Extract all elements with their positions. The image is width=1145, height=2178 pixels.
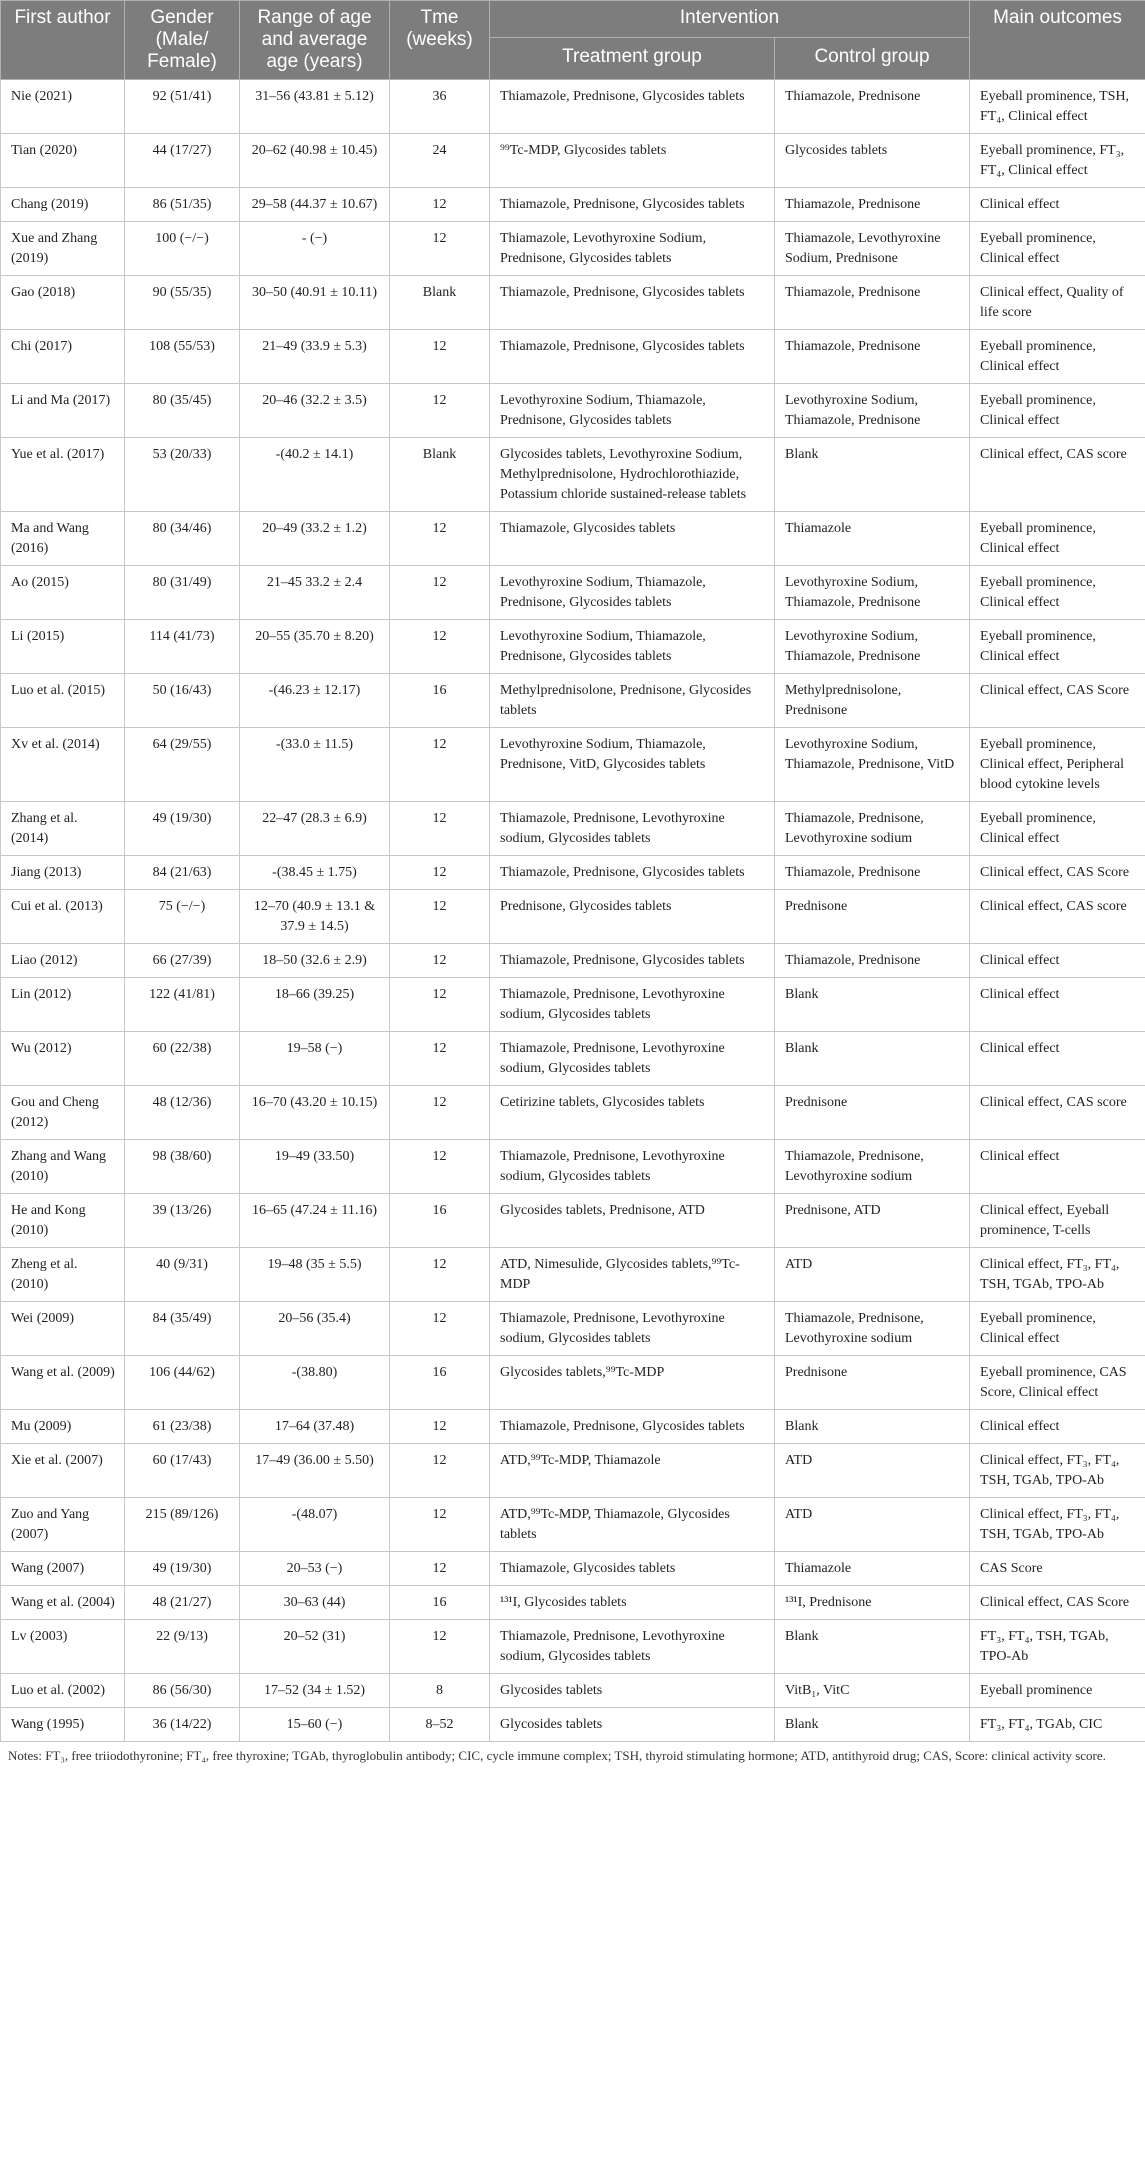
cell-treatment-group: Glycosides tablets bbox=[490, 1674, 775, 1708]
cell-first-author: Gao (2018) bbox=[1, 276, 125, 330]
cell-treatment-group: ⁹⁹Tc-MDP, Glycosides tablets bbox=[490, 134, 775, 188]
cell-first-author: Mu (2009) bbox=[1, 1410, 125, 1444]
cell-age: 22–47 (28.3 ± 6.9) bbox=[240, 802, 390, 856]
cell-first-author: Cui et al. (2013) bbox=[1, 890, 125, 944]
cell-treatment-group: ¹³¹I, Glycosides tablets bbox=[490, 1586, 775, 1620]
cell-gender: 80 (31/49) bbox=[125, 566, 240, 620]
cell-main-outcomes: Eyeball prominence, CAS Score, Clinical effect bbox=[970, 1356, 1145, 1410]
table-row bbox=[1, 1086, 1145, 1140]
cell-age: 16–70 (43.20 ± 10.15) bbox=[240, 1086, 390, 1140]
cell-age: 20–53 (−) bbox=[240, 1552, 390, 1586]
cell-main-outcomes: Eyeball prominence, Clinical effect, Peripheral blood cytokine levels bbox=[970, 728, 1145, 802]
cell-control-group: Thiamazole, Prednisone, Levothyroxine sodium bbox=[775, 802, 970, 856]
cell-control-group: Methylprednisolone, Prednisone bbox=[775, 674, 970, 728]
cell-first-author: Zhang and Wang (2010) bbox=[1, 1140, 125, 1194]
cell-first-author: Lin (2012) bbox=[1, 978, 125, 1032]
cell-first-author: Wang et al. (2009) bbox=[1, 1356, 125, 1410]
cell-first-author: Liao (2012) bbox=[1, 944, 125, 978]
cell-age: 21–45 33.2 ± 2.4 bbox=[240, 566, 390, 620]
cell-gender: 60 (17/43) bbox=[125, 1444, 240, 1498]
table-row bbox=[1, 1356, 1145, 1410]
cell-first-author: Ma and Wang (2016) bbox=[1, 512, 125, 566]
cell-gender: 108 (55/53) bbox=[125, 330, 240, 384]
cell-gender: 50 (16/43) bbox=[125, 674, 240, 728]
cell-control-group: Blank bbox=[775, 1032, 970, 1086]
cell-time: 8 bbox=[390, 1674, 490, 1708]
header-gender: Gender (Male/ Female) bbox=[125, 1, 240, 80]
table-row bbox=[1, 1552, 1145, 1586]
cell-first-author: He and Kong (2010) bbox=[1, 1194, 125, 1248]
cell-first-author: Wu (2012) bbox=[1, 1032, 125, 1086]
cell-gender: 84 (21/63) bbox=[125, 856, 240, 890]
cell-first-author: Chi (2017) bbox=[1, 330, 125, 384]
cell-gender: 86 (56/30) bbox=[125, 1674, 240, 1708]
table-row bbox=[1, 276, 1145, 330]
cell-gender: 66 (27/39) bbox=[125, 944, 240, 978]
cell-control-group: ATD bbox=[775, 1248, 970, 1302]
cell-gender: 92 (51/41) bbox=[125, 80, 240, 134]
table-row bbox=[1, 856, 1145, 890]
cell-time: 12 bbox=[390, 384, 490, 438]
cell-time: 12 bbox=[390, 222, 490, 276]
cell-gender: 114 (41/73) bbox=[125, 620, 240, 674]
cell-treatment-group: Thiamazole, Prednisone, Levothyroxine sodium, Glycosides tablets bbox=[490, 802, 775, 856]
table-row bbox=[1, 384, 1145, 438]
cell-treatment-group: ATD, Nimesulide, Glycosides tablets,⁹⁹Tc-MDP bbox=[490, 1248, 775, 1302]
cell-treatment-group: Thiamazole, Prednisone, Levothyroxine sodium, Glycosides tablets bbox=[490, 1302, 775, 1356]
cell-treatment-group: Levothyroxine Sodium, Thiamazole, Prednisone, Glycosides tablets bbox=[490, 384, 775, 438]
cell-control-group: Thiamazole, Prednisone bbox=[775, 330, 970, 384]
cell-age: 29–58 (44.37 ± 10.67) bbox=[240, 188, 390, 222]
cell-control-group: Thiamazole bbox=[775, 512, 970, 566]
cell-gender: 100 (−/−) bbox=[125, 222, 240, 276]
cell-age: 20–62 (40.98 ± 10.45) bbox=[240, 134, 390, 188]
cell-time: 12 bbox=[390, 856, 490, 890]
cell-first-author: Nie (2021) bbox=[1, 80, 125, 134]
table-row bbox=[1, 1032, 1145, 1086]
cell-age: 17–64 (37.48) bbox=[240, 1410, 390, 1444]
cell-main-outcomes: Eyeball prominence, TSH, FT₄, Clinical effect bbox=[970, 80, 1145, 134]
cell-age: 20–52 (31) bbox=[240, 1620, 390, 1674]
cell-gender: 53 (20/33) bbox=[125, 438, 240, 512]
table-row bbox=[1, 438, 1145, 512]
table-row bbox=[1, 674, 1145, 728]
cell-time: Blank bbox=[390, 438, 490, 512]
cell-time: Blank bbox=[390, 276, 490, 330]
cell-first-author: Luo et al. (2002) bbox=[1, 1674, 125, 1708]
cell-control-group: ATD bbox=[775, 1444, 970, 1498]
cell-time: 12 bbox=[390, 1032, 490, 1086]
table-row bbox=[1, 1248, 1145, 1302]
cell-first-author: Luo et al. (2015) bbox=[1, 674, 125, 728]
table-row bbox=[1, 134, 1145, 188]
cell-first-author: Gou and Cheng (2012) bbox=[1, 1086, 125, 1140]
cell-control-group: Blank bbox=[775, 1620, 970, 1674]
cell-first-author: Ao (2015) bbox=[1, 566, 125, 620]
cell-main-outcomes: Clinical effect bbox=[970, 1410, 1145, 1444]
cell-age: 30–50 (40.91 ± 10.11) bbox=[240, 276, 390, 330]
cell-main-outcomes: Clinical effect bbox=[970, 188, 1145, 222]
table-row bbox=[1, 620, 1145, 674]
cell-time: 12 bbox=[390, 978, 490, 1032]
cell-main-outcomes: FT₃, FT₄, TGAb, CIC bbox=[970, 1708, 1145, 1742]
cell-time: 12 bbox=[390, 890, 490, 944]
cell-main-outcomes: Clinical effect bbox=[970, 1032, 1145, 1086]
cell-first-author: Wang (2007) bbox=[1, 1552, 125, 1586]
cell-first-author: Xv et al. (2014) bbox=[1, 728, 125, 802]
table-row bbox=[1, 728, 1145, 802]
cell-first-author: Xie et al. (2007) bbox=[1, 1444, 125, 1498]
cell-age: 20–55 (35.70 ± 8.20) bbox=[240, 620, 390, 674]
table-row bbox=[1, 188, 1145, 222]
cell-first-author: Wei (2009) bbox=[1, 1302, 125, 1356]
cell-treatment-group: Thiamazole, Prednisone, Glycosides tablets bbox=[490, 330, 775, 384]
cell-time: 12 bbox=[390, 620, 490, 674]
cell-time: 12 bbox=[390, 512, 490, 566]
cell-treatment-group: Thiamazole, Prednisone, Levothyroxine sodium, Glycosides tablets bbox=[490, 1620, 775, 1674]
cell-control-group: Thiamazole, Prednisone bbox=[775, 856, 970, 890]
table-row bbox=[1, 222, 1145, 276]
cell-control-group: Levothyroxine Sodium, Thiamazole, Prednisone bbox=[775, 384, 970, 438]
cell-age: 18–50 (32.6 ± 2.9) bbox=[240, 944, 390, 978]
cell-treatment-group: Thiamazole, Prednisone, Glycosides tablets bbox=[490, 856, 775, 890]
cell-age: 18–66 (39.25) bbox=[240, 978, 390, 1032]
cell-age: 31–56 (43.81 ± 5.12) bbox=[240, 80, 390, 134]
cell-main-outcomes: Clinical effect, FT₃, FT₄, TSH, TGAb, TPO-Ab bbox=[970, 1498, 1145, 1552]
cell-control-group: Prednisone bbox=[775, 1356, 970, 1410]
cell-age: -(38.80) bbox=[240, 1356, 390, 1410]
cell-gender: 36 (14/22) bbox=[125, 1708, 240, 1742]
table-row bbox=[1, 330, 1145, 384]
cell-time: 12 bbox=[390, 188, 490, 222]
cell-age: -(48.07) bbox=[240, 1498, 390, 1552]
cell-control-group: Thiamazole, Prednisone bbox=[775, 188, 970, 222]
cell-main-outcomes: Eyeball prominence, Clinical effect bbox=[970, 330, 1145, 384]
cell-control-group: Prednisone bbox=[775, 890, 970, 944]
cell-treatment-group: Thiamazole, Prednisone, Glycosides tablets bbox=[490, 1410, 775, 1444]
cell-first-author: Wang (1995) bbox=[1, 1708, 125, 1742]
header-control-group: Control group bbox=[775, 38, 970, 80]
cell-age: 17–52 (34 ± 1.52) bbox=[240, 1674, 390, 1708]
cell-treatment-group: Cetirizine tablets, Glycosides tablets bbox=[490, 1086, 775, 1140]
cell-main-outcomes: CAS Score bbox=[970, 1552, 1145, 1586]
table-row bbox=[1, 1498, 1145, 1552]
cell-treatment-group: Glycosides tablets, Prednisone, ATD bbox=[490, 1194, 775, 1248]
cell-main-outcomes: Clinical effect, CAS score bbox=[970, 438, 1145, 512]
header-treatment-group: Treatment group bbox=[490, 38, 775, 80]
header-first-author: First author bbox=[1, 1, 125, 80]
cell-control-group: Levothyroxine Sodium, Thiamazole, Prednisone, VitD bbox=[775, 728, 970, 802]
cell-gender: 22 (9/13) bbox=[125, 1620, 240, 1674]
cell-time: 12 bbox=[390, 330, 490, 384]
cell-control-group: ATD bbox=[775, 1498, 970, 1552]
cell-first-author: Tian (2020) bbox=[1, 134, 125, 188]
cell-time: 16 bbox=[390, 1586, 490, 1620]
cell-main-outcomes: Clinical effect, CAS Score bbox=[970, 1586, 1145, 1620]
cell-main-outcomes: Eyeball prominence, Clinical effect bbox=[970, 566, 1145, 620]
table-row bbox=[1, 1620, 1145, 1674]
cell-gender: 39 (13/26) bbox=[125, 1194, 240, 1248]
cell-first-author: Jiang (2013) bbox=[1, 856, 125, 890]
cell-first-author: Zheng et al. (2010) bbox=[1, 1248, 125, 1302]
header-time: Tme (weeks) bbox=[390, 1, 490, 80]
cell-first-author: Zhang et al. (2014) bbox=[1, 802, 125, 856]
cell-gender: 48 (21/27) bbox=[125, 1586, 240, 1620]
cell-treatment-group: Thiamazole, Prednisone, Levothyroxine sodium, Glycosides tablets bbox=[490, 978, 775, 1032]
cell-time: 16 bbox=[390, 674, 490, 728]
header-main-outcomes: Main outcomes bbox=[970, 1, 1145, 80]
table-notes: Notes: FT₃, free triiodothyronine; FT₄, free thyroxine; TGAb, thyroglobulin antibody; CIC, cycle immune complex; TSH, thyroid stimulating hormone; ATD, antithyroid drug; CAS, Score: clinical activity score. bbox=[8, 1748, 1106, 1763]
cell-main-outcomes: Eyeball prominence, Clinical effect bbox=[970, 620, 1145, 674]
cell-age: 12–70 (40.9 ± 13.1 & 37.9 ± 14.5) bbox=[240, 890, 390, 944]
cell-time: 12 bbox=[390, 566, 490, 620]
cell-main-outcomes: Eyeball prominence, Clinical effect bbox=[970, 802, 1145, 856]
cell-control-group: Thiamazole bbox=[775, 1552, 970, 1586]
cell-main-outcomes: Eyeball prominence, Clinical effect bbox=[970, 384, 1145, 438]
table-row bbox=[1, 944, 1145, 978]
cell-main-outcomes: Eyeball prominence, Clinical effect bbox=[970, 512, 1145, 566]
cell-age: 20–56 (35.4) bbox=[240, 1302, 390, 1356]
cell-main-outcomes: Eyeball prominence, FT₃, FT₄, Clinical effect bbox=[970, 134, 1145, 188]
cell-treatment-group: Prednisone, Glycosides tablets bbox=[490, 890, 775, 944]
cell-first-author: Chang (2019) bbox=[1, 188, 125, 222]
cell-treatment-group: Thiamazole, Prednisone, Levothyroxine sodium, Glycosides tablets bbox=[490, 1140, 775, 1194]
cell-time: 16 bbox=[390, 1356, 490, 1410]
cell-main-outcomes: Clinical effect, CAS Score bbox=[970, 674, 1145, 728]
cell-gender: 49 (19/30) bbox=[125, 802, 240, 856]
cell-age: -(33.0 ± 11.5) bbox=[240, 728, 390, 802]
table-row bbox=[1, 80, 1145, 134]
cell-age: - (−) bbox=[240, 222, 390, 276]
cell-first-author: Zuo and Yang (2007) bbox=[1, 1498, 125, 1552]
cell-gender: 86 (51/35) bbox=[125, 188, 240, 222]
table-row bbox=[1, 1194, 1145, 1248]
cell-gender: 60 (22/38) bbox=[125, 1032, 240, 1086]
cell-time: 12 bbox=[390, 802, 490, 856]
cell-main-outcomes: Clinical effect, Eyeball prominence, T-cells bbox=[970, 1194, 1145, 1248]
cell-control-group: Thiamazole, Prednisone, Levothyroxine sodium bbox=[775, 1140, 970, 1194]
cell-main-outcomes: Clinical effect, CAS score bbox=[970, 890, 1145, 944]
cell-gender: 80 (34/46) bbox=[125, 512, 240, 566]
cell-treatment-group: Glycosides tablets,⁹⁹Tc-MDP bbox=[490, 1356, 775, 1410]
table-row bbox=[1, 512, 1145, 566]
cell-main-outcomes: Eyeball prominence, Clinical effect bbox=[970, 222, 1145, 276]
cell-main-outcomes: Clinical effect bbox=[970, 1140, 1145, 1194]
cell-treatment-group: Levothyroxine Sodium, Thiamazole, Prednisone, Glycosides tablets bbox=[490, 566, 775, 620]
cell-age: 19–48 (35 ± 5.5) bbox=[240, 1248, 390, 1302]
cell-treatment-group: ATD,⁹⁹Tc-MDP, Thiamazole bbox=[490, 1444, 775, 1498]
table-row bbox=[1, 1140, 1145, 1194]
cell-gender: 215 (89/126) bbox=[125, 1498, 240, 1552]
cell-age: -(40.2 ± 14.1) bbox=[240, 438, 390, 512]
cell-gender: 122 (41/81) bbox=[125, 978, 240, 1032]
cell-age: 21–49 (33.9 ± 5.3) bbox=[240, 330, 390, 384]
cell-control-group: Prednisone bbox=[775, 1086, 970, 1140]
cell-control-group: Glycosides tablets bbox=[775, 134, 970, 188]
cell-treatment-group: Thiamazole, Glycosides tablets bbox=[490, 1552, 775, 1586]
cell-treatment-group: Levothyroxine Sodium, Thiamazole, Prednisone, Glycosides tablets bbox=[490, 620, 775, 674]
cell-control-group: Blank bbox=[775, 1708, 970, 1742]
cell-gender: 61 (23/38) bbox=[125, 1410, 240, 1444]
cell-first-author: Xue and Zhang (2019) bbox=[1, 222, 125, 276]
cell-time: 12 bbox=[390, 1140, 490, 1194]
cell-first-author: Li and Ma (2017) bbox=[1, 384, 125, 438]
cell-time: 12 bbox=[390, 1086, 490, 1140]
cell-gender: 49 (19/30) bbox=[125, 1552, 240, 1586]
cell-control-group: Levothyroxine Sodium, Thiamazole, Prednisone bbox=[775, 620, 970, 674]
cell-control-group: Blank bbox=[775, 978, 970, 1032]
header-age: Range of age and average age (years) bbox=[240, 1, 390, 80]
cell-time: 8–52 bbox=[390, 1708, 490, 1742]
cell-first-author: Lv (2003) bbox=[1, 1620, 125, 1674]
cell-gender: 98 (38/60) bbox=[125, 1140, 240, 1194]
table-row bbox=[1, 1586, 1145, 1620]
cell-gender: 80 (35/45) bbox=[125, 384, 240, 438]
cell-control-group: VitB₁, VitC bbox=[775, 1674, 970, 1708]
cell-treatment-group: Thiamazole, Prednisone, Glycosides tablets bbox=[490, 188, 775, 222]
table-row bbox=[1, 978, 1145, 1032]
cell-treatment-group: ATD,⁹⁹Tc-MDP, Thiamazole, Glycosides tablets bbox=[490, 1498, 775, 1552]
cell-control-group: Blank bbox=[775, 438, 970, 512]
cell-main-outcomes: Clinical effect bbox=[970, 978, 1145, 1032]
table-row bbox=[1, 1708, 1145, 1742]
table-row bbox=[1, 890, 1145, 944]
table-row bbox=[1, 1674, 1145, 1708]
cell-time: 12 bbox=[390, 728, 490, 802]
cell-control-group: Prednisone, ATD bbox=[775, 1194, 970, 1248]
cell-main-outcomes: Eyeball prominence bbox=[970, 1674, 1145, 1708]
cell-main-outcomes: Clinical effect, FT₃, FT₄, TSH, TGAb, TPO-Ab bbox=[970, 1248, 1145, 1302]
cell-treatment-group: Thiamazole, Prednisone, Glycosides tablets bbox=[490, 276, 775, 330]
cell-treatment-group: Thiamazole, Glycosides tablets bbox=[490, 512, 775, 566]
cell-main-outcomes: Clinical effect, Quality of life score bbox=[970, 276, 1145, 330]
cell-first-author: Yue et al. (2017) bbox=[1, 438, 125, 512]
cell-age: -(38.45 ± 1.75) bbox=[240, 856, 390, 890]
cell-gender: 64 (29/55) bbox=[125, 728, 240, 802]
cell-age: 30–63 (44) bbox=[240, 1586, 390, 1620]
cell-gender: 75 (−/−) bbox=[125, 890, 240, 944]
cell-treatment-group: Methylprednisolone, Prednisone, Glycosides tablets bbox=[490, 674, 775, 728]
cell-time: 12 bbox=[390, 1444, 490, 1498]
cell-time: 36 bbox=[390, 80, 490, 134]
cell-main-outcomes: Clinical effect bbox=[970, 944, 1145, 978]
cell-main-outcomes: Clinical effect, FT₃, FT₄, TSH, TGAb, TPO-Ab bbox=[970, 1444, 1145, 1498]
cell-first-author: Wang et al. (2004) bbox=[1, 1586, 125, 1620]
cell-age: 19–49 (33.50) bbox=[240, 1140, 390, 1194]
cell-time: 12 bbox=[390, 944, 490, 978]
cell-control-group: Blank bbox=[775, 1410, 970, 1444]
cell-age: -(46.23 ± 12.17) bbox=[240, 674, 390, 728]
cell-control-group: Thiamazole, Prednisone bbox=[775, 276, 970, 330]
cell-time: 12 bbox=[390, 1248, 490, 1302]
cell-control-group: Thiamazole, Prednisone bbox=[775, 944, 970, 978]
cell-main-outcomes: FT₃, FT₄, TSH, TGAb, TPO-Ab bbox=[970, 1620, 1145, 1674]
cell-gender: 90 (55/35) bbox=[125, 276, 240, 330]
cell-first-author: Li (2015) bbox=[1, 620, 125, 674]
cell-treatment-group: Glycosides tablets, Levothyroxine Sodium, Methylprednisolone, Hydrochlorothiazide, Potassium chloride sustained-release tablets bbox=[490, 438, 775, 512]
cell-age: 19–58 (−) bbox=[240, 1032, 390, 1086]
cell-gender: 44 (17/27) bbox=[125, 134, 240, 188]
cell-control-group: Thiamazole, Prednisone, Levothyroxine sodium bbox=[775, 1302, 970, 1356]
cell-control-group: ¹³¹I, Prednisone bbox=[775, 1586, 970, 1620]
cell-age: 20–49 (33.2 ± 1.2) bbox=[240, 512, 390, 566]
cell-time: 12 bbox=[390, 1410, 490, 1444]
cell-main-outcomes: Clinical effect, CAS Score bbox=[970, 856, 1145, 890]
cell-age: 17–49 (36.00 ± 5.50) bbox=[240, 1444, 390, 1498]
table-row bbox=[1, 1302, 1145, 1356]
cell-gender: 106 (44/62) bbox=[125, 1356, 240, 1410]
table-body bbox=[1, 80, 1145, 1742]
cell-time: 16 bbox=[390, 1194, 490, 1248]
cell-main-outcomes: Clinical effect, CAS score bbox=[970, 1086, 1145, 1140]
cell-time: 12 bbox=[390, 1620, 490, 1674]
cell-control-group: Thiamazole, Prednisone bbox=[775, 80, 970, 134]
cell-main-outcomes: Eyeball prominence, Clinical effect bbox=[970, 1302, 1145, 1356]
cell-age: 20–46 (32.2 ± 3.5) bbox=[240, 384, 390, 438]
table-row bbox=[1, 566, 1145, 620]
table-row bbox=[1, 1410, 1145, 1444]
header-intervention: Intervention bbox=[490, 1, 970, 38]
cell-control-group: Thiamazole, Levothyroxine Sodium, Prednisone bbox=[775, 222, 970, 276]
table-row bbox=[1, 1444, 1145, 1498]
cell-gender: 84 (35/49) bbox=[125, 1302, 240, 1356]
cell-treatment-group: Levothyroxine Sodium, Thiamazole, Prednisone, VitD, Glycosides tablets bbox=[490, 728, 775, 802]
cell-age: 15–60 (−) bbox=[240, 1708, 390, 1742]
cell-treatment-group: Thiamazole, Prednisone, Glycosides tablets bbox=[490, 80, 775, 134]
table-row bbox=[1, 802, 1145, 856]
cell-time: 12 bbox=[390, 1498, 490, 1552]
cell-time: 12 bbox=[390, 1302, 490, 1356]
cell-treatment-group: Thiamazole, Prednisone, Levothyroxine sodium, Glycosides tablets bbox=[490, 1032, 775, 1086]
cell-gender: 40 (9/31) bbox=[125, 1248, 240, 1302]
table-header bbox=[1, 1, 1145, 80]
cell-gender: 48 (12/36) bbox=[125, 1086, 240, 1140]
cell-treatment-group: Thiamazole, Levothyroxine Sodium, Prednisone, Glycosides tablets bbox=[490, 222, 775, 276]
cell-control-group: Levothyroxine Sodium, Thiamazole, Prednisone bbox=[775, 566, 970, 620]
cell-time: 12 bbox=[390, 1552, 490, 1586]
cell-treatment-group: Glycosides tablets bbox=[490, 1708, 775, 1742]
cell-age: 16–65 (47.24 ± 11.16) bbox=[240, 1194, 390, 1248]
cell-time: 24 bbox=[390, 134, 490, 188]
cell-treatment-group: Thiamazole, Prednisone, Glycosides tablets bbox=[490, 944, 775, 978]
